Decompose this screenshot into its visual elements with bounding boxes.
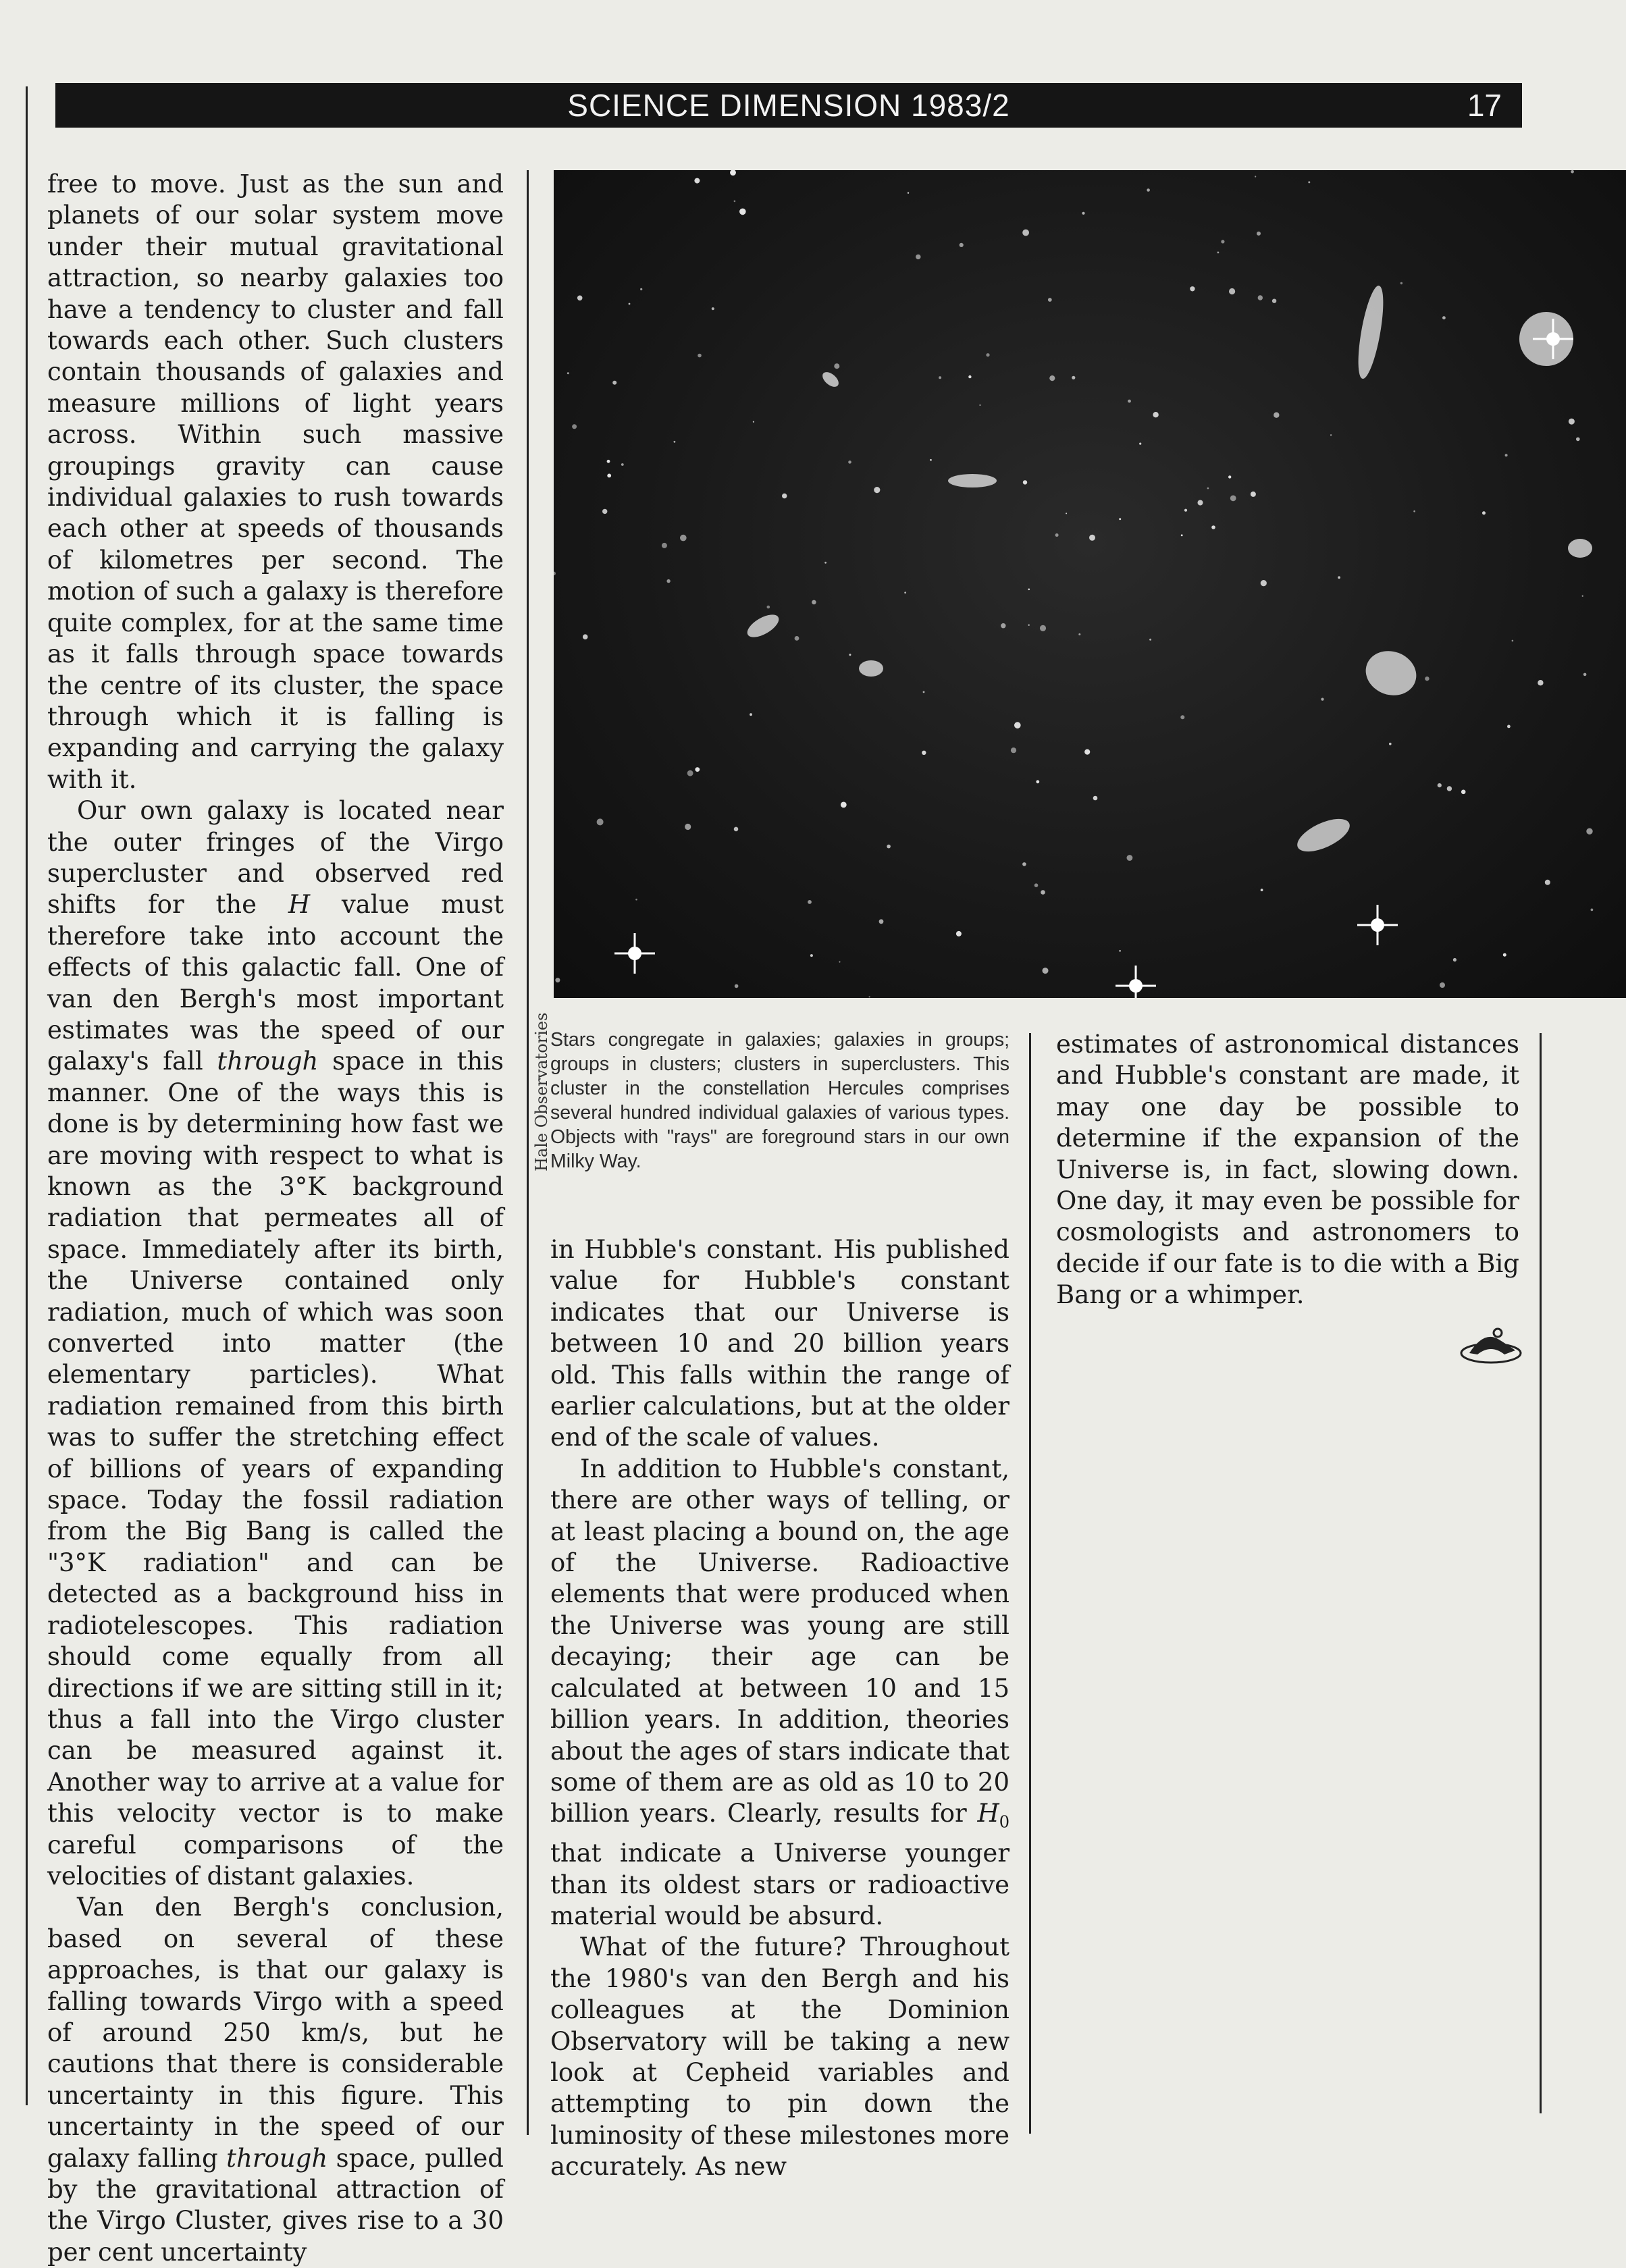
star [930, 459, 932, 461]
star [1217, 252, 1220, 254]
star [1538, 680, 1543, 685]
galaxy [743, 610, 782, 642]
star [1338, 576, 1340, 579]
star [968, 375, 971, 378]
star [1569, 419, 1575, 425]
star [1308, 181, 1310, 183]
star [1066, 512, 1067, 514]
galaxy [948, 474, 997, 487]
star [1014, 722, 1021, 729]
star [1400, 282, 1402, 284]
star [1180, 715, 1184, 719]
star [1036, 780, 1039, 783]
star [612, 381, 617, 385]
star [694, 178, 700, 184]
star [1028, 589, 1030, 591]
star [1207, 487, 1209, 490]
star [1128, 400, 1131, 403]
star [1503, 953, 1506, 957]
paragraph: estimates of astronomical distances and Hubble's constant are made, it may one day be possible to determine if the expansion of the Universe is, in fact, slowing down. One day, it may even be possible for cosmologists and astronomers to decide if our fate is to die with a Big Bang or a whimper. [1056, 1030, 1519, 1310]
star [1198, 500, 1203, 506]
star [734, 827, 739, 832]
star [874, 487, 880, 493]
star [1022, 230, 1029, 236]
paragraph: in Hubble's constant. His published value for Hubble's constant indicates that our Universe is between 10 and 20 billion years old. This falls within the range of earlier calculations, but at the older end of the scale of values. [550, 1235, 1009, 1452]
star [848, 460, 851, 464]
star [1447, 786, 1452, 791]
star [602, 509, 607, 514]
star [554, 572, 556, 576]
star [1545, 880, 1550, 885]
star [712, 307, 714, 310]
star [607, 460, 610, 463]
star [666, 579, 670, 583]
star [577, 296, 583, 301]
star [1181, 534, 1183, 536]
column-rule-3 [1540, 1033, 1542, 2113]
star [1228, 475, 1231, 478]
star [1330, 434, 1332, 436]
article-column-1 [47, 169, 504, 2268]
star [1274, 413, 1279, 418]
star [1084, 749, 1090, 755]
star [810, 954, 813, 957]
star [1261, 889, 1263, 891]
star [1089, 535, 1095, 541]
star [1023, 480, 1027, 484]
star [1229, 288, 1235, 294]
star [1149, 639, 1151, 641]
star [567, 372, 569, 374]
star [979, 404, 980, 406]
star [782, 494, 787, 498]
star [916, 255, 920, 259]
star [841, 802, 847, 808]
star [1034, 883, 1039, 887]
star [795, 636, 799, 641]
star [1272, 299, 1276, 303]
star [597, 818, 604, 825]
star [1022, 862, 1026, 866]
star [1127, 855, 1133, 861]
star [1139, 443, 1141, 445]
star [1119, 950, 1121, 952]
starfield-image [554, 170, 1626, 998]
photo-credit: Hale Observatories [532, 1012, 551, 1171]
star [1413, 510, 1415, 512]
galaxy [1292, 812, 1354, 858]
star [834, 363, 839, 369]
star [869, 996, 870, 997]
star [1389, 743, 1392, 745]
star [1028, 625, 1030, 626]
star [698, 354, 702, 358]
star [1221, 240, 1224, 243]
star [621, 463, 624, 466]
star [1255, 176, 1256, 177]
star [908, 192, 909, 194]
star [1041, 890, 1045, 895]
star [1425, 677, 1429, 681]
star [1505, 454, 1508, 456]
galaxy [1359, 644, 1422, 702]
star [695, 767, 700, 772]
star [1453, 958, 1457, 961]
star [904, 591, 906, 594]
star [1461, 790, 1466, 795]
star [1583, 673, 1587, 677]
star [674, 441, 676, 443]
star [1321, 698, 1323, 701]
galaxy [1568, 539, 1592, 558]
star [839, 961, 841, 963]
star [812, 600, 816, 605]
star [1440, 982, 1445, 988]
paragraph: Our own galaxy is located near the outer fringes of the Virgo supercluster and observed red shifts for the H value must therefore take into account the effects of this galactic fall. One of van den Bergh's most important estimates was the speed of our galaxy's fall through space in this manner. One of the ways this is done is by determining how fast we are moving with respect to what is known as the 3°K background radiation that permeates all of space. Immediately after its birth, the Universe contained only radiation, much of which was soon converted into matter (the elementary particles). What radiation remained from this birth was to suffer the stretching effect of billions of years of expanding space. Today the fossil radiation from the Big Bang is called the "3°K radiation" and can be detected as a background hiss in radiotelescopes. This radiation should come equally from all directions if we are sitting still in it; thus a fall into the Virgo cluster can be measured against it. Another way to arrive at a value for this velocity vector is to make careful comparisons of the velocities of distant galaxies. [47, 796, 504, 1891]
galaxy-cluster-photo [554, 170, 1626, 998]
star [572, 424, 577, 429]
star [879, 919, 884, 924]
star [555, 978, 560, 982]
star [1586, 828, 1592, 835]
star [635, 899, 637, 901]
foreground-star [614, 933, 655, 974]
star [1211, 525, 1215, 529]
star [685, 824, 691, 830]
star [1258, 295, 1263, 300]
star [939, 376, 941, 379]
galaxy [859, 660, 883, 677]
star [1093, 796, 1098, 801]
paragraph: What of the future? Throughout the 1980's van den Bergh and his colleagues at the Dominion Observatory will be taking a new look at Cepheid variables and attempting to pin down the luminosity of these milestones more accurately. As new [550, 1932, 1009, 2182]
star [640, 288, 642, 290]
star [767, 606, 770, 609]
star [629, 303, 631, 305]
star [730, 170, 736, 176]
paragraph: Van den Bergh's conclusion, based on several of these approaches, is that our galaxy is falling towards Virgo with a speed of around 250 km/s, but he cautions that there is considerable uncertainty in this figure. This uncertainty in the speed of our galaxy falling through space, pulled by the gravitational attraction of the Virgo Cluster, gives rise to a 30 per cent uncertainty [47, 1893, 504, 2267]
star [1011, 747, 1016, 753]
star [1153, 412, 1158, 417]
paragraph: In addition to Hubble's constant, there are other ways of telling, or at least placing a bound on, the age of the Universe. Radioactive elements that were produced when the Universe was young are still decaying; their age can be calculated at between 10 and 15 billion years. In addition, theories about the ages of stars indicate that some of them are as old as 10 to 20 billion years. Clearly, results for $H_0$ that indicate a Universe younger than its oldest stars or radioactive material would be absurd. [550, 1454, 1009, 1930]
star [750, 713, 752, 716]
running-header [55, 83, 1522, 128]
star [808, 900, 812, 904]
star [1184, 509, 1187, 512]
page-number: 17 [1467, 88, 1502, 123]
star [824, 562, 827, 564]
star [986, 353, 989, 357]
star [849, 654, 851, 656]
left-margin-rule [26, 86, 28, 2105]
star [739, 209, 746, 215]
foreground-star [1116, 966, 1156, 998]
end-mark-logo [1457, 1323, 1525, 1373]
star [662, 543, 667, 548]
star [1119, 518, 1121, 520]
star [680, 535, 687, 542]
star [1591, 909, 1594, 912]
star [1438, 783, 1442, 787]
star [583, 634, 588, 639]
galaxy [820, 369, 841, 390]
star [1082, 212, 1084, 215]
article-column-2 [550, 1234, 1009, 2183]
star [1512, 640, 1514, 642]
star [1078, 633, 1080, 635]
star [1482, 511, 1486, 515]
article-column-3 [1056, 1029, 1519, 1311]
star [960, 243, 964, 247]
galaxy [1353, 284, 1388, 381]
star [922, 751, 926, 755]
star [1048, 298, 1052, 302]
star [735, 984, 739, 988]
star [1261, 580, 1267, 586]
star [1001, 623, 1005, 628]
star [1251, 492, 1256, 497]
column-rule-2 [1029, 1033, 1031, 2134]
star [753, 421, 754, 423]
star [1582, 596, 1583, 597]
journal-title: SCIENCE DIMENSION 1983/2 [567, 88, 1010, 123]
star [956, 931, 962, 937]
star [1072, 376, 1075, 379]
star [1257, 232, 1261, 236]
star [607, 474, 611, 478]
star [1442, 316, 1446, 319]
star [1040, 625, 1046, 631]
star [923, 691, 925, 693]
star [1147, 188, 1150, 192]
figure-caption: Stars congregate in galaxies; galaxies in groups; groups in clusters; clusters in superclusters. This cluster in the constellation Hercules comprises several hundred individual galaxies of various types. Objects with "rays" are foreground stars in our own Milky Way. [550, 1029, 1009, 1172]
star [1055, 533, 1059, 537]
star [734, 201, 736, 203]
star [887, 845, 891, 849]
star [1043, 968, 1049, 974]
star [1049, 375, 1055, 381]
star [1571, 170, 1574, 174]
star [1576, 438, 1580, 442]
star [1507, 725, 1511, 729]
star [1230, 496, 1236, 502]
star [1190, 286, 1195, 291]
star [687, 770, 693, 776]
foreground-star [1357, 905, 1398, 945]
paragraph: free to move. Just as the sun and planets of our solar system move under their mutual gravitational attraction, so nearby galaxies too have a tendency to cluster and fall towards each other. Such clusters contain thousands of galaxies and measure millions of light years across. Within such massive groupings gravity can cause individual galaxies to rush towards each other at speeds of thousands of kilometres per second. The motion of such a galaxy is therefore quite complex, for at the same time as it falls through space towards the centre of its cluster, the space through which it is falling is expanding and carrying the galaxy with it. [47, 169, 504, 794]
